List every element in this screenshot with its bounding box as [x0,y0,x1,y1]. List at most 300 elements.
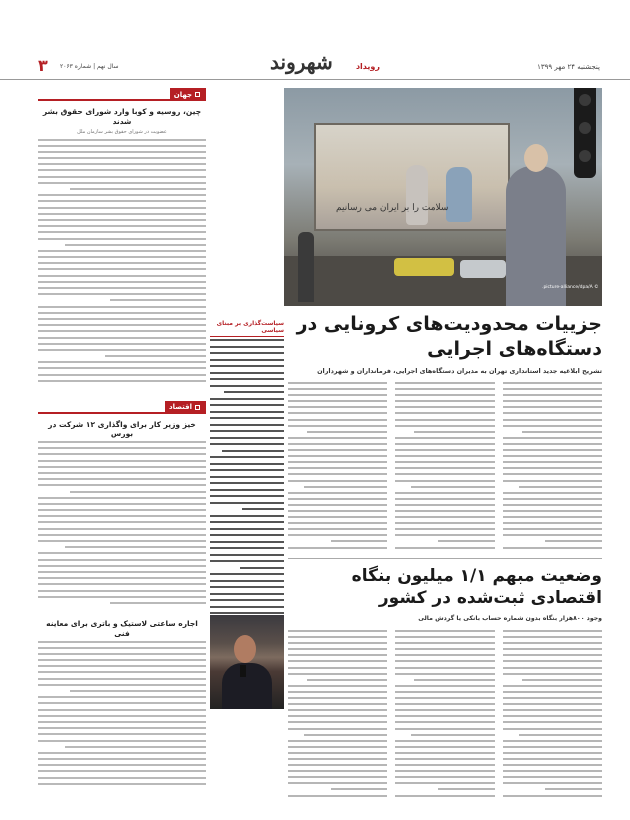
text-line [38,484,206,486]
text-line [210,430,284,432]
text-line [210,593,284,595]
text-line [522,431,602,433]
text-line [288,419,387,421]
text-line [38,565,206,567]
text-line [38,583,206,585]
hero-photo [284,88,602,306]
text-line [503,449,602,451]
text-line [288,480,387,482]
text-line [503,776,602,778]
text-line [38,509,206,511]
text-line [503,425,602,427]
text-line [503,636,602,638]
brand-logo [270,50,380,78]
text-line [395,697,494,699]
text-line [210,482,284,484]
text-line [288,630,387,632]
text-line [38,733,206,735]
text-line [503,522,602,524]
brand-name: شهروند [270,50,333,74]
text-line [503,795,602,797]
text-line [70,491,206,493]
photo-credit: © picture-alliance/dpa/A. [542,285,599,290]
text-line [38,200,206,202]
text-line [288,660,387,662]
text-line [38,157,206,159]
left-column [38,88,206,813]
text-line [503,400,602,402]
text-line [395,382,494,384]
text-line [38,709,206,711]
text-line [38,256,206,258]
text-line [288,746,387,748]
text-line [288,636,387,638]
text-line [503,642,602,644]
text-line [210,580,284,582]
text-line [411,486,494,488]
taxi [394,258,454,276]
text-line [503,455,602,457]
text-line [38,764,206,766]
text-line [395,740,494,742]
text-line [210,411,284,413]
text-line [38,293,206,295]
text-line [503,437,602,439]
text-line [224,391,284,393]
text-line [38,596,206,598]
text-line [288,776,387,778]
text-line [288,728,387,730]
text-line [395,547,494,549]
page-number: ۳ [38,56,48,75]
text-line [395,473,494,475]
text-line [210,554,284,556]
text-line [288,697,387,699]
text-line [519,486,602,488]
text-line [395,492,494,494]
text-line [307,679,387,681]
text-line [395,642,494,644]
text-line [65,746,206,748]
text-line [65,546,206,548]
text-line [288,752,387,754]
text-line [210,339,284,341]
main-subtitle: تشریح ابلاغیه جدید استانداری تهران به مدیران دستگاه‌های اجرایی، فرمانداران و شهرداران [317,367,602,375]
text-line [288,758,387,760]
text-line [503,660,602,662]
text-line [210,417,284,419]
text-line [503,516,602,518]
text-line [288,510,387,512]
text-line [519,734,602,736]
text-line [331,788,388,790]
text-line [395,782,494,784]
billboard-slogan: سلامت را بر ایران می رسانیم [336,203,449,213]
text-line [395,691,494,693]
text-line [411,734,494,736]
text-line [38,312,206,314]
text-line [70,690,206,692]
text-line [38,281,206,283]
text-line [38,641,206,643]
text-line [503,467,602,469]
text-line [395,534,494,536]
issue-date: پنجشنبه ۲۴ مهر ۱۳۹۹ [537,63,600,71]
text-line [503,758,602,760]
text-line [38,503,206,505]
text-line [503,715,602,717]
text-line [38,287,206,289]
text-line [38,577,206,579]
text-line [503,534,602,536]
economy-section-tag [165,401,206,413]
text-line [222,450,284,452]
text-line [395,758,494,760]
text-line [210,612,284,614]
text-line [414,431,494,433]
text-line [395,510,494,512]
text-line [38,231,206,233]
text-line [288,504,387,506]
text-line [438,540,495,542]
text-line [38,571,206,573]
text-line [503,480,602,482]
second-story-col [395,630,494,810]
text-line [288,709,387,711]
text-line [503,648,602,650]
text-line [38,367,206,369]
text-line [288,721,387,723]
text-line [38,478,206,480]
main-story-col [503,382,602,557]
text-line [288,703,387,705]
text-line [38,671,206,673]
text-line [38,777,206,779]
text-line [503,697,602,699]
text-line [38,343,206,345]
text-line [38,678,206,680]
text-line [395,648,494,650]
text-line [210,599,284,601]
text-line [288,764,387,766]
text-line [503,394,602,396]
text-line [522,679,602,681]
text-line [210,424,284,426]
text-line [210,346,284,348]
text-line [395,443,494,445]
text-line [288,461,387,463]
text-line [210,586,284,588]
masthead [0,50,630,80]
text-line [210,456,284,458]
text-line [210,463,284,465]
traffic-light [574,88,596,178]
text-line [288,492,387,494]
text-line [38,460,206,462]
text-line [395,522,494,524]
text-line [38,740,206,742]
text-line [331,540,388,542]
text-line [288,443,387,445]
world-section-label: جهان [173,90,192,99]
text-line [38,139,206,141]
text-line [395,406,494,408]
text-line [38,702,206,704]
text-line [210,560,284,562]
text-line [288,394,387,396]
economy-body-text-2 [38,641,206,791]
text-line [210,469,284,471]
text-line [38,528,206,530]
text-line [503,461,602,463]
text-line [395,685,494,687]
text-line [38,770,206,772]
text-line [110,299,206,301]
text-line [288,534,387,536]
text-line [503,691,602,693]
text-line [503,443,602,445]
text-line [288,382,387,384]
text-line [288,516,387,518]
section-square-icon [195,92,200,97]
text-line [503,770,602,772]
text-line [38,306,206,308]
second-subtitle: وجود ۸۰۰هزار بنگاه بدون شماره حساب بانکی یا گردش مالی [418,615,602,622]
text-line [38,715,206,717]
middle-column [210,320,284,810]
text-line [38,534,206,536]
text-line [395,498,494,500]
text-line [503,473,602,475]
text-line [395,764,494,766]
text-line [210,385,284,387]
text-line [38,453,206,455]
text-line [210,443,284,445]
main-headline: جزییات محدودیت‌های کرونایی در دستگاه‌های اجرایی [296,313,602,361]
text-line [210,521,284,523]
text-line [395,673,494,675]
text-line [395,654,494,656]
text-line [395,467,494,469]
text-line [288,412,387,414]
text-line [210,489,284,491]
text-line [503,412,602,414]
world-body-text [38,139,206,389]
text-line [395,667,494,669]
text-line [288,400,387,402]
text-line [288,425,387,427]
text-line [307,431,387,433]
text-line [38,684,206,686]
text-line [395,746,494,748]
text-line [395,425,494,427]
text-line [288,473,387,475]
text-line [288,455,387,457]
text-line [503,388,602,390]
text-line [38,194,206,196]
text-line [210,534,284,536]
text-line [38,659,206,661]
text-line [38,758,206,760]
text-line [38,521,206,523]
text-line [38,163,206,165]
text-line [210,359,284,361]
text-line [38,374,206,376]
text-line [38,590,206,592]
pedestrian [298,232,314,302]
text-line [38,207,206,209]
text-line [210,541,284,543]
world-subtitle: عضویت در شورای حقوق بشر سازمان ملل [77,128,167,135]
text-line [38,783,206,785]
text-line [395,400,494,402]
text-line [288,740,387,742]
text-line [38,441,206,443]
text-line [395,715,494,717]
main-story-columns [288,382,602,557]
text-line [395,776,494,778]
text-line [38,727,206,729]
text-line [503,728,602,730]
text-line [288,667,387,669]
text-line [503,721,602,723]
text-line [438,788,495,790]
section-square-icon [195,405,200,410]
text-line [395,795,494,797]
text-line [210,437,284,439]
text-line [503,667,602,669]
text-line [395,703,494,705]
text-line [38,665,206,667]
text-line [38,472,206,474]
car [460,260,506,278]
text-line [38,447,206,449]
text-line [395,752,494,754]
text-line [38,515,206,517]
text-line [38,559,206,561]
text-line [38,169,206,171]
text-line [503,382,602,384]
text-line [288,648,387,650]
text-line [395,516,494,518]
middle-column-header: سیاست‌گذاری بر مبنای سیاسی [210,320,284,337]
text-line [210,476,284,478]
text-line [288,388,387,390]
text-line [395,394,494,396]
text-line [38,647,206,649]
second-headline: وضعیت مبهم ۱/۱ میلیون بنگاه اقتصادی ثبت‌شده در کشور [351,566,602,609]
text-line [38,219,206,221]
text-line [210,573,284,575]
main-story-col [395,382,494,557]
text-line [395,412,494,414]
text-line [503,764,602,766]
economy-headline-2: اجاره ساعتی لاستیک و باتری برای معاینه فنی [46,619,198,638]
speaker-face [234,635,256,663]
text-line [38,176,206,178]
text-line [210,352,284,354]
text-line [503,528,602,530]
text-line [503,740,602,742]
text-line [38,337,206,339]
text-line [288,449,387,451]
text-line [110,602,206,604]
text-line [288,528,387,530]
text-line [210,378,284,380]
text-line [288,498,387,500]
text-line [503,746,602,748]
text-line [210,398,284,400]
text-line [503,504,602,506]
text-line [210,547,284,549]
text-line [210,495,284,497]
text-line [395,480,494,482]
text-line [210,502,284,504]
second-story-col [288,630,387,810]
text-line [395,636,494,638]
text-line [288,770,387,772]
main-story-col [288,382,387,557]
text-line [38,361,206,363]
text-line [210,528,284,530]
text-line [38,497,206,499]
text-line [395,630,494,632]
text-line [414,679,494,681]
text-line [38,752,206,754]
economy-section-label: اقتصاد [169,403,192,411]
second-story-columns [288,630,602,810]
text-line [38,262,206,264]
economy-body-text [38,441,206,613]
text-line [503,654,602,656]
speaker-photo [210,615,284,709]
text-line [38,151,206,153]
text-line [38,466,206,468]
text-line [288,795,387,797]
text-line [38,275,206,277]
text-line [38,696,206,698]
text-line [38,182,206,184]
text-line [503,510,602,512]
billboard [314,123,510,231]
text-line [38,225,206,227]
text-line [38,324,206,326]
text-line [65,244,206,246]
text-line [395,419,494,421]
brand-section: رویداد [355,62,380,71]
text-line [503,703,602,705]
text-line [38,349,206,351]
text-line [503,492,602,494]
middle-body-text [210,339,284,624]
text-line [242,508,284,510]
text-line [503,406,602,408]
text-line [395,770,494,772]
text-line [210,365,284,367]
text-line [38,721,206,723]
text-line [210,606,284,608]
text-line [38,213,206,215]
text-line [38,380,206,382]
text-line [395,449,494,451]
text-line [288,642,387,644]
text-line [288,547,387,549]
speaker-body [222,663,272,709]
world-headline: چین، روسیه و کوبا وارد شورای حقوق بشر شدند [42,107,202,126]
text-line [38,238,206,240]
text-line [38,145,206,147]
text-line [395,709,494,711]
